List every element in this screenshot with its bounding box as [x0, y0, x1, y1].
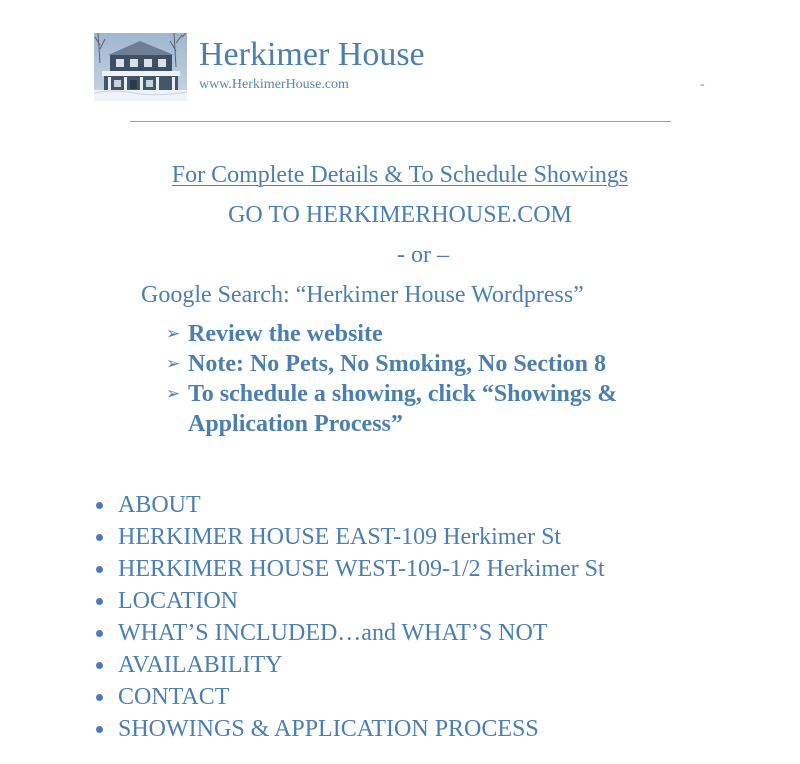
nav-item-availability[interactable] [94, 649, 605, 681]
round-bullet-icon [96, 630, 103, 637]
nav-item-west[interactable] [94, 553, 605, 585]
arrowhead-bullet-icon: ➢ [166, 384, 181, 404]
nav-item-label[interactable]: WHAT’S INCLUDED…and WHAT’S NOT [118, 620, 548, 646]
nav-item-about[interactable] [94, 489, 605, 521]
site-url[interactable]: www.HerkimerHouse.com [199, 77, 349, 92]
goto-line: GO TO HERKIMERHOUSE.COM [228, 202, 572, 228]
or-separator: - or – [397, 242, 449, 268]
nav-item-label[interactable]: ABOUT [118, 492, 201, 518]
round-bullet-icon [96, 694, 103, 701]
arrowhead-bullet-icon: ➢ [166, 354, 181, 374]
tip-item [166, 319, 686, 349]
arrowhead-bullet-icon: ➢ [166, 324, 181, 344]
round-bullet-icon [96, 726, 103, 733]
tip-text: Review the website [188, 321, 383, 347]
page-nav [94, 489, 605, 745]
tip-text: To schedule a showing, click “Showings & Application Process” [188, 381, 618, 437]
round-bullet-icon [96, 534, 103, 541]
nav-item-label[interactable]: HERKIMER HOUSE WEST-109-1/2 Herkimer St [118, 556, 605, 582]
round-bullet-icon [96, 598, 103, 605]
site-title: Herkimer House [199, 36, 425, 73]
nav-item-contact[interactable] [94, 681, 605, 713]
house-photo [94, 33, 187, 101]
tip-item [166, 379, 686, 439]
nav-item-location[interactable] [94, 585, 605, 617]
nav-item-east[interactable] [94, 521, 605, 553]
nav-item-showings[interactable] [94, 713, 605, 745]
header-dash: - [700, 77, 705, 92]
nav-item-label[interactable]: CONTACT [118, 684, 230, 710]
nav-item-label[interactable]: LOCATION [118, 588, 238, 614]
round-bullet-icon [96, 566, 103, 573]
details-line [0, 160, 800, 190]
round-bullet-icon [96, 502, 103, 509]
details-link[interactable]: For Complete Details & To Schedule Showings [171, 162, 629, 188]
google-search-line: Google Search: “Herkimer House Wordpress” [141, 282, 584, 308]
nav-item-included[interactable] [94, 617, 605, 649]
tips-list [166, 319, 686, 439]
nav-item-label[interactable]: SHOWINGS & APPLICATION PROCESS [118, 716, 539, 742]
header-divider [130, 121, 671, 122]
tip-item [166, 349, 686, 379]
tip-text: Note: No Pets, No Smoking, No Section 8 [188, 351, 606, 377]
nav-item-label[interactable]: AVAILABILITY [118, 652, 283, 678]
round-bullet-icon [96, 662, 103, 669]
nav-item-label[interactable]: HERKIMER HOUSE EAST-109 Herkimer St [118, 524, 562, 550]
